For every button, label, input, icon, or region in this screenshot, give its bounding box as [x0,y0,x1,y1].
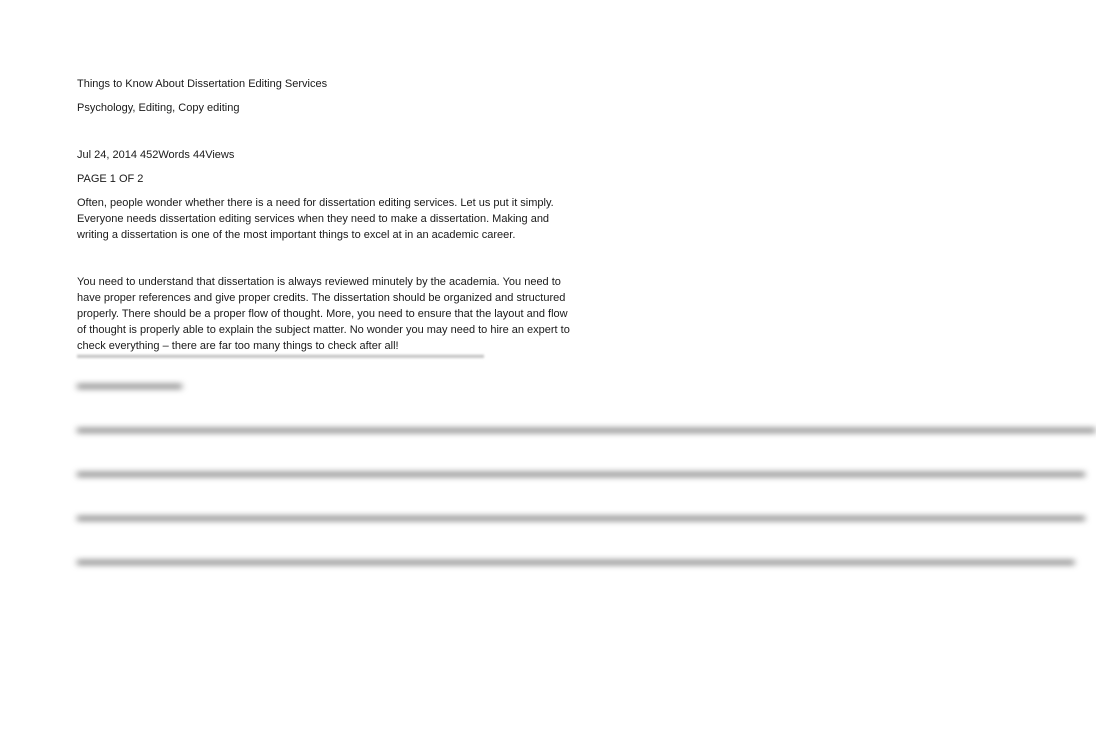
blurred-paragraph: ▬▬▬▬▬▬▬▬▬▬▬▬▬▬▬▬▬▬▬▬▬▬▬▬▬▬▬▬▬▬▬▬▬▬▬▬▬▬▬▬▬▬▬▬▬▬▬▬▬▬▬▬▬▬▬▬▬▬▬▬▬▬▬▬▬▬▬▬▬▬▬▬▬▬▬▬▬▬▬▬▬▬▬▬▬▬▬▬▬▬▬▬▬▬▬▬ [77,467,1085,479]
document-content [77,76,577,354]
blurred-paragraph: ▬▬▬▬▬▬▬▬▬▬▬▬▬▬▬▬▬▬▬▬▬▬▬▬▬▬▬▬▬▬▬▬▬▬▬▬▬▬▬▬▬▬▬▬▬▬▬▬▬▬▬▬▬▬▬▬▬▬▬▬▬▬▬▬▬▬▬▬▬▬▬▬▬▬▬▬▬▬▬▬▬▬▬▬▬▬▬▬▬▬▬▬▬▬▬▬ [77,511,1085,523]
page-indicator: PAGE 1 OF 2 [77,173,144,185]
document-title: Things to Know About Dissertation Editing Services [77,78,328,90]
document-tags: Psychology, Editing, Copy editing [77,102,240,114]
blurred-preview [77,378,1096,598]
blurred-paragraph: ▬▬▬▬▬▬▬▬▬▬▬▬▬▬▬▬▬▬▬▬▬▬▬▬▬▬▬▬▬▬▬▬▬▬▬▬▬▬▬▬▬▬▬▬▬▬▬▬▬▬▬▬▬▬▬▬▬▬▬▬▬▬▬▬▬▬▬▬▬▬▬▬▬▬▬▬▬▬▬▬▬▬▬▬▬▬▬▬▬▬▬▬▬▬▬ [77,555,1075,567]
paragraph-2: You need to understand that dissertation is always reviewed minutely by the academia. You need to have proper references and give proper credits. The dissertation should be organized and structured properly. There should be a proper flow of thought. More, you need to ensure that the layout and flow of thought is properly able to explain the subject matter. No wonder you may need to hire an expert to check everything – there are far too many things to check after all! [77,276,570,352]
ghost-line-decoration: ▬▬▬▬▬▬▬▬▬▬▬▬▬▬▬▬▬▬▬▬▬▬▬▬▬▬▬▬▬▬▬▬▬▬▬▬▬ [77,349,484,361]
blurred-paragraph: ▬▬▬▬▬▬▬▬▬▬▬▬▬▬▬▬▬▬▬▬▬▬▬▬▬▬▬▬▬▬▬▬▬▬▬▬▬▬▬▬▬▬▬▬▬▬▬▬▬▬▬▬▬▬▬▬▬▬▬▬▬▬▬▬▬▬▬▬▬▬▬▬▬▬▬▬▬▬▬▬▬▬▬▬▬▬▬▬▬▬▬▬▬▬▬▬▬ [77,423,1096,435]
paragraph-1: Often, people wonder whether there is a need for dissertation editing services. Let us put it simply. Everyone needs dissertation editing services when they need to make a dissertation. Making and writing a dissertation is one of the most important things to excel at in an academic career. [77,197,554,241]
document-meta: Jul 24, 2014 452Words 44Views [77,149,235,161]
blurred-heading: ▬▬▬▬▬▬▬▬▬▬ [77,379,182,391]
